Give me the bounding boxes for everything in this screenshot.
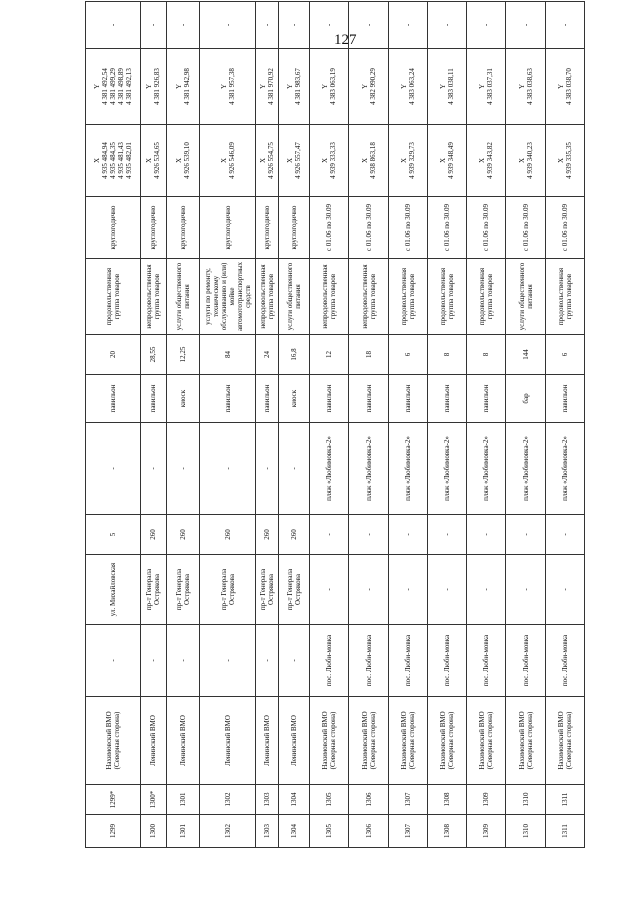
cell-y: Y 4 383 037,31 [467, 49, 506, 125]
table-body [86, 2, 585, 848]
cell-landmark: пляж «Любимовка-2» [310, 423, 349, 515]
cell-x: X 4 939 335,35 [545, 125, 584, 197]
cell-type: киоск [166, 375, 199, 423]
cell-street: пр-т Генерала Острякова [199, 555, 256, 625]
cell-locality: пос. Люби-мовка [427, 625, 466, 697]
cell-house: - [467, 515, 506, 555]
cell-no: 1306 [349, 815, 388, 848]
cell-district: Нахимовский ВМО (Северная сторона) [545, 697, 584, 785]
cell-y: Y 4 381 942,98 [166, 49, 199, 125]
cell-type: павильон [388, 375, 427, 423]
cell-note: - [506, 2, 545, 49]
cell-specialization: непродовольственная группа товаров [256, 259, 279, 335]
cell-x: X 4 939 329,73 [388, 125, 427, 197]
cell-period: круглогодично [166, 197, 199, 259]
table-row [545, 2, 584, 848]
cell-old-no: 1303 [256, 785, 279, 815]
cell-street: - [310, 555, 349, 625]
table-row [140, 2, 166, 848]
cell-street: - [388, 555, 427, 625]
cell-locality: пос. Люби-мовка [467, 625, 506, 697]
cell-specialization: продовольственная группа товаров [427, 259, 466, 335]
cell-y: Y 4 381 492,54 4 381 499,29 4 381 498,89 4 381 492,13 [86, 49, 141, 125]
cell-area: 18 [349, 335, 388, 375]
cell-house: 260 [199, 515, 256, 555]
cell-district: Нахимовский ВМО (Северная сторона) [388, 697, 427, 785]
cell-note: - [279, 2, 310, 49]
cell-specialization: услуги по ремонту, техническому обслуживанию и (или) мойке автомототранспортных средств [199, 259, 256, 335]
cell-old-no: 1308 [427, 785, 466, 815]
cell-note: - [467, 2, 506, 49]
cell-locality: пос. Люби-мовка [506, 625, 545, 697]
cell-no: 1305 [310, 815, 349, 848]
cell-area: 8 [467, 335, 506, 375]
cell-area: 12 [310, 335, 349, 375]
table-row [349, 2, 388, 848]
cell-district: Ленинский ВМО [279, 697, 310, 785]
table-row [279, 2, 310, 848]
cell-area: 144 [506, 335, 545, 375]
cell-y: Y 4 381 970,92 [256, 49, 279, 125]
cell-type: павильон [310, 375, 349, 423]
cell-x: X 4 935 484,94 4 935 484,35 4 935 481,43 4 935 482,01 [86, 125, 141, 197]
cell-locality: пос. Люби-мовка [310, 625, 349, 697]
cell-y: Y 4 383 038,11 [427, 49, 466, 125]
cell-locality: - [86, 625, 141, 697]
cell-specialization: услуги общественного питания [506, 259, 545, 335]
cell-no: 1308 [427, 815, 466, 848]
cell-specialization: продовольственная группа товаров [467, 259, 506, 335]
cell-note: - [427, 2, 466, 49]
cell-note: - [349, 2, 388, 49]
cell-district: Нахимовский ВМО (Северная сторона) [349, 697, 388, 785]
cell-landmark: пляж «Любимовка-2» [349, 423, 388, 515]
cell-street: ул. Михайловская [86, 555, 141, 625]
cell-street: - [427, 555, 466, 625]
cell-type: павильон [427, 375, 466, 423]
cell-type: павильон [256, 375, 279, 423]
cell-locality: пос. Люби-мовка [545, 625, 584, 697]
cell-x: X 4 938 863,18 [349, 125, 388, 197]
cell-note: - [545, 2, 584, 49]
cell-area: 8 [427, 335, 466, 375]
cell-no: 1307 [388, 815, 427, 848]
cell-no: 1302 [199, 815, 256, 848]
cell-old-no: 1304 [279, 785, 310, 815]
cell-landmark: пляж «Любимовка-2» [467, 423, 506, 515]
cell-locality: - [140, 625, 166, 697]
cell-specialization: непродовольственная группа товаров [140, 259, 166, 335]
cell-note: - [199, 2, 256, 49]
cell-y: Y 4 382 990,29 [349, 49, 388, 125]
cell-district: Ленинский ВМО [256, 697, 279, 785]
cell-period: с 01.06 по 30.09 [545, 197, 584, 259]
cell-no: 1309 [467, 815, 506, 848]
cell-x: X 4 926 539,10 [166, 125, 199, 197]
cell-period: круглогодично [140, 197, 166, 259]
cell-district: Нахимовский ВМО (Северная сторона) [86, 697, 141, 785]
cell-period: с 01.06 по 30.09 [506, 197, 545, 259]
cell-district: Ленинский ВМО [166, 697, 199, 785]
cell-y: Y 4 383 063,24 [388, 49, 427, 125]
table-row [310, 2, 349, 848]
cell-note: - [140, 2, 166, 49]
cell-house: 5 [86, 515, 141, 555]
cell-house: - [427, 515, 466, 555]
cell-house: - [545, 515, 584, 555]
cell-no: 1300 [140, 815, 166, 848]
cell-no: 1311 [545, 815, 584, 848]
cell-old-no: 1310 [506, 785, 545, 815]
cell-note: - [310, 2, 349, 49]
cell-landmark: - [199, 423, 256, 515]
cell-locality: пос. Люби-мовка [349, 625, 388, 697]
cell-old-no: 1305 [310, 785, 349, 815]
cell-note: - [166, 2, 199, 49]
cell-note: - [86, 2, 141, 49]
cell-area: 24 [256, 335, 279, 375]
cell-house: - [506, 515, 545, 555]
cell-specialization: услуги общественного питания [279, 259, 310, 335]
cell-locality: - [256, 625, 279, 697]
cell-house: - [388, 515, 427, 555]
cell-specialization: продовольственная группа товаров [86, 259, 141, 335]
cell-type: бар [506, 375, 545, 423]
cell-type: павильон [140, 375, 166, 423]
cell-landmark: - [140, 423, 166, 515]
cell-no: 1301 [166, 815, 199, 848]
cell-y: Y 4 383 038,70 [545, 49, 584, 125]
cell-specialization: продовольственная группа товаров [545, 259, 584, 335]
cell-locality: - [199, 625, 256, 697]
table-row [166, 2, 199, 848]
cell-period: круглогодично [256, 197, 279, 259]
cell-landmark: пляж «Любимовка-2» [427, 423, 466, 515]
table-row [427, 2, 466, 848]
cell-street: пр-т Генерала Острякова [140, 555, 166, 625]
cell-area: 20 [86, 335, 141, 375]
cell-no: 1304 [279, 815, 310, 848]
cell-specialization: услуги общественного питания [166, 259, 199, 335]
cell-type: павильон [199, 375, 256, 423]
cell-old-no: 1301 [166, 785, 199, 815]
cell-specialization: непродовольственная группа товаров [310, 259, 349, 335]
table-row [256, 2, 279, 848]
cell-district: Нахимовский ВМО (Северная сторона) [506, 697, 545, 785]
cell-y: Y 4 381 983,67 [279, 49, 310, 125]
cell-street: - [506, 555, 545, 625]
cell-street: - [467, 555, 506, 625]
cell-period: круглогодично [86, 197, 141, 259]
cell-type: киоск [279, 375, 310, 423]
cell-no: 1303 [256, 815, 279, 848]
cell-type: павильон [86, 375, 141, 423]
cell-old-no: 1306 [349, 785, 388, 815]
cell-old-no: 1309 [467, 785, 506, 815]
cell-old-no: 1311 [545, 785, 584, 815]
cell-landmark: пляж «Любимовка-2» [388, 423, 427, 515]
cell-landmark: - [86, 423, 141, 515]
cell-x: X 4 926 546,09 [199, 125, 256, 197]
cell-x: X 4 926 557,47 [279, 125, 310, 197]
cell-house: 260 [256, 515, 279, 555]
cell-locality: - [166, 625, 199, 697]
cell-area: 84 [199, 335, 256, 375]
cell-type: павильон [349, 375, 388, 423]
cell-specialization: непродовольственная группа товаров [349, 259, 388, 335]
cell-street: - [349, 555, 388, 625]
cell-x: X 4 939 340,23 [506, 125, 545, 197]
cell-x: X 4 939 348,49 [427, 125, 466, 197]
table-row [86, 2, 141, 848]
table-row [467, 2, 506, 848]
cell-area: 16,8 [279, 335, 310, 375]
table-row [388, 2, 427, 848]
cell-house: - [349, 515, 388, 555]
cell-y: Y 4 381 957,38 [199, 49, 256, 125]
cell-period: круглогодично [199, 197, 256, 259]
cell-note: - [256, 2, 279, 49]
cell-period: круглогодично [279, 197, 310, 259]
cell-district: Нахимовский ВМО (Северная сторона) [427, 697, 466, 785]
cell-no: 1299 [86, 815, 141, 848]
cell-street: - [545, 555, 584, 625]
cell-no: 1310 [506, 815, 545, 848]
cell-y: Y 4 381 926,83 [140, 49, 166, 125]
cell-street: пр-т Генерала Острякова [256, 555, 279, 625]
cell-period: с 01.06 по 30.09 [427, 197, 466, 259]
cell-note: - [388, 2, 427, 49]
cell-y: Y 4 383 063,19 [310, 49, 349, 125]
cell-old-no: 1302 [199, 785, 256, 815]
cell-area: 12,25 [166, 335, 199, 375]
cell-old-no: 1307 [388, 785, 427, 815]
cell-x: X 4 939 343,82 [467, 125, 506, 197]
cell-district: Ленинский ВМО [140, 697, 166, 785]
cell-period: с 01.06 по 30.09 [467, 197, 506, 259]
cell-locality: пос. Люби-мовка [388, 625, 427, 697]
cell-area: 6 [388, 335, 427, 375]
cell-specialization: продовольственная группа товаров [388, 259, 427, 335]
cell-landmark: - [256, 423, 279, 515]
cell-old-no: 1299* [86, 785, 141, 815]
cell-landmark: пляж «Любимовка-2» [506, 423, 545, 515]
table-row [199, 2, 256, 848]
cell-y: Y 4 383 038,63 [506, 49, 545, 125]
cell-district: Нахимовский ВМО (Северная сторона) [467, 697, 506, 785]
cell-landmark: - [166, 423, 199, 515]
page-number: 127 [334, 32, 357, 48]
cell-type: павильон [467, 375, 506, 423]
cell-x: X 4 926 534,65 [140, 125, 166, 197]
cell-x: X 4 939 333,33 [310, 125, 349, 197]
cell-house: - [310, 515, 349, 555]
cell-old-no: 1300* [140, 785, 166, 815]
cell-type: павильон [545, 375, 584, 423]
cell-area: 28,55 [140, 335, 166, 375]
trade-objects-table [85, 1, 585, 848]
cell-period: с 01.06 по 30.09 [349, 197, 388, 259]
cell-street: пр-т Генерала Острякова [279, 555, 310, 625]
cell-landmark: - [279, 423, 310, 515]
cell-district: Ленинский ВМО [199, 697, 256, 785]
table-row [506, 2, 545, 848]
cell-area: 6 [545, 335, 584, 375]
cell-street: пр-т Генерала Острякова [166, 555, 199, 625]
cell-house: 260 [279, 515, 310, 555]
cell-house: 260 [166, 515, 199, 555]
cell-locality: - [279, 625, 310, 697]
cell-period: с 01.06 по 30.09 [310, 197, 349, 259]
cell-district: Нахимовский ВМО (Северная сторона) [310, 697, 349, 785]
cell-period: с 01.06 по 30.09 [388, 197, 427, 259]
cell-house: 260 [140, 515, 166, 555]
cell-landmark: пляж «Любимовка-2» [545, 423, 584, 515]
cell-x: X 4 926 554,75 [256, 125, 279, 197]
